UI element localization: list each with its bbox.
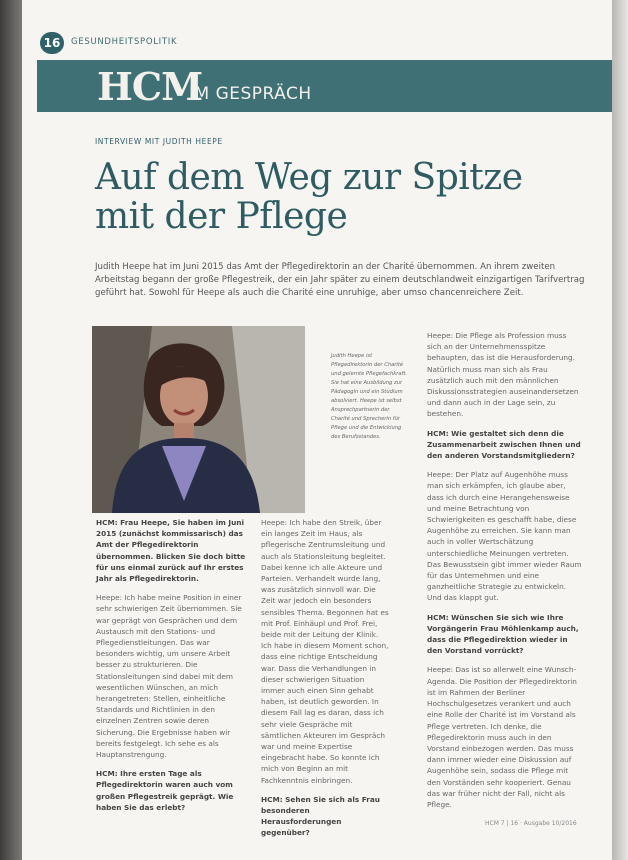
answer-3: Heepe: Die Pflege als Profession muss sich an der Unternehmensspitze behaupten, das ist die Herausforderung. Natürlich muss man sich als Frau zusätzlich auch mit den männlichen Diskussionsstrategien auseinandersetzen und dann auch in der Lage sein, zu bestehen. (427, 331, 579, 419)
answer-4: Heepe: Der Platz auf Augenhöhe muss man sich erkämpfen, ich glaube aber, dass ich durch eine Herangehensweise und meine Betrachtung von Schwierigkeiten es geschafft habe, diese Augenhöhe zu erreichen. Sie kann man auch in voller Wertschätzung unterschiedliche Meinungen vertreten. Das Bewusstsein gibt immer wieder Raum für das Unternehmen und eine ganzheitliche Strategie zu entwickeln. Und das klappt gut. (427, 470, 582, 603)
text-column-2 (261, 517, 389, 847)
question-1: HCM: Frau Heepe, Sie haben im Juni 2015 (zunächst kommissarisch) das Amt der Pflegedirektorin übernommen. Blicken Sie doch bitte für uns einmal zurück auf Ihr erstes Jahr als Pflegedirektorin. (96, 518, 246, 584)
answer-1: Heepe: Ich habe meine Position in einer sehr schwierigen Zeit übernommen. Sie war geprägt von Gesprächen und dem Austausch mit den Stations- und Pflegedienstleitungen. Das war besonders wichtig, um unsere Arbeit besser zu strukturieren. Die Stationsleitungen sind dabei mit dem wesentlichen Wünschen, an mich herangetreten: Stellen, einheitliche Standards und Richtlinien in den einzelnen Zentren sowie deren Sicherung. Die Ergebnisse haben wir bereits festgelegt. Ich sehe es als Hauptanstrengung. (96, 593, 242, 760)
article-headline (95, 158, 565, 236)
question-3: HCM: Sehen Sie sich als Frau besonderen Herausforderungen gegenüber? (261, 794, 380, 838)
portrait-illustration (92, 326, 305, 513)
page-edge (612, 0, 628, 860)
page-footer: HCM 7 | 16 · Ausgabe 10/2016 (485, 820, 577, 827)
text-column-3 (427, 330, 582, 818)
text-column-1 (96, 517, 248, 821)
headline-line-1: Auf dem Weg zur Spitze (95, 157, 523, 198)
answer-2: Heepe: Ich habe den Streik, über ein langes Zeit im Haus, als pflegerische Zentrumsleitung und auch als Stationsleitung begleitet. Dabei kenne ich alle Akteure und Parteien. Verhandelt wurde lang, was zusätzlich sinnvoll war. Die Zeit war jedoch ein besonders sensibles Thema. Begonnen hat es mit Prof. Einhäupl und Prof. Frei, beide mit der Leitung der Klinik. Ich habe in diesem Moment schon, dass eine richtige Entscheidung war. Dass die Verhandlungen in dieser schwierigen Situation immer auch einen Sinn gehabt haben, ist deutlich geworden. In diesem Fall lag es daran, dass ich sehr viele Gespräche mit sämtlichen Akteuren im Gespräch war und meine Expertise eingebracht habe. So konnte ich mich von Beginn an mit Fachkenntnis einbringen. (261, 518, 389, 785)
question-5: HCM: Wünschen Sie sich wie Ihre Vorgängerin Frau Möhlenkamp auch, dass die Pflegedirektion wieder in den Vorstand vorrückt? (427, 612, 579, 656)
binding-shadow (0, 0, 22, 860)
question-4: HCM: Wie gestaltet sich denn die Zusammenarbeit zwischen Ihnen und den anderen Vorstandsmitgliedern? (427, 428, 581, 461)
banner-brand: HCM (97, 64, 203, 109)
photo-caption: Judith Heepe ist Pflegedirektorin der Charité und gelernte Pflegefachkraft. Sie hat eine Ausbildung zur Pädagogin und ein Studium absolviert. Heepe ist selbst Ansprechpartnerin der Charité und Sprecherin für Pflege und die Entwicklung des Berufsstandes. (331, 353, 408, 440)
article-lead: Judith Heepe hat im Juni 2015 das Amt der Pflegedirektorin an der Charité übernommen. An ihrem zweiten Arbeitstag begann der große Pflegestreik, der ein Jahr später zu einem deutschlandweit einzigartigen Tarifvertrag geführt hat. Sowohl für Heepe als auch die Charité eine unruhige, aber umso chancenreichere Zeit. (95, 262, 585, 298)
question-2: HCM: Ihre ersten Tage als Pflegedirektorin waren auch vom großen Pflegestreik geprägt. Wie haben Sie das erlebt? (96, 769, 234, 812)
page-number: 16 (40, 32, 64, 54)
answer-5: Heepe: Das ist so allerwelt eine Wunsch-Agenda. Die Position der Pflegedirektorin ist im Rahmen der Berliner Hochschulgesetzes verankert und auch eine Rolle der Charité ist im Vorstand als Pflege vertreten. Ich denke, die Pflegedirektorin muss auch in den Vorstand einbezogen werden. Das muss dann immer wieder eine Diskussion auf Augenhöhe sein, sodass die Pflege mit den Vorständen sehr kooperiert. Genau das war früher nicht der Fall, nicht als Pflege. (427, 665, 577, 809)
section-title: GESUNDHEITSPOLITIK (71, 37, 178, 47)
banner-subtitle: IM GESPRÄCH (189, 84, 312, 104)
article-kicker: INTERVIEW MIT JUDITH HEEPE (95, 137, 223, 146)
hcm-banner (37, 60, 612, 112)
portrait-photo (92, 326, 305, 513)
headline-line-2: mit der Pflege (95, 196, 348, 237)
